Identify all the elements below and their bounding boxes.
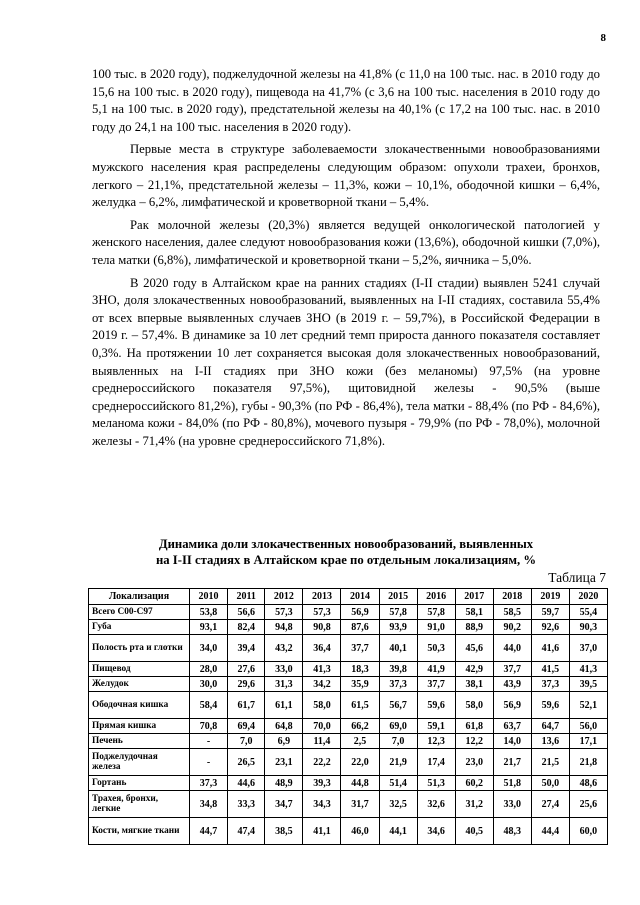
table-cell: 34,6 xyxy=(417,818,455,845)
column-header-year: 2016 xyxy=(417,589,455,605)
table-cell: 34,7 xyxy=(265,791,303,818)
column-header-year: 2012 xyxy=(265,589,303,605)
table-cell: 44,8 xyxy=(341,776,379,791)
table-cell: 56,6 xyxy=(228,605,265,620)
table-caption-line-1: Динамика доли злокачественных новообразований, выявленных xyxy=(158,537,534,551)
table-row xyxy=(89,818,608,845)
table-cell: 94,8 xyxy=(265,620,303,635)
table-cell: 37,3 xyxy=(190,776,228,791)
table-cell: 52,1 xyxy=(569,692,607,719)
table-cell: 18,3 xyxy=(341,662,379,677)
table-cell: 31,7 xyxy=(341,791,379,818)
row-label: Губа xyxy=(89,620,190,635)
body-text xyxy=(92,66,600,450)
table-cell: 56,9 xyxy=(493,692,531,719)
table-cell: 6,9 xyxy=(265,734,303,749)
column-header-localization: Локализация xyxy=(89,589,190,605)
table-cell: 58,1 xyxy=(455,605,493,620)
table-cell: 39,8 xyxy=(379,662,417,677)
table-cell: 35,9 xyxy=(341,677,379,692)
table-cell: 92,6 xyxy=(531,620,569,635)
table-cell: 57,3 xyxy=(265,605,303,620)
row-label: Кости, мягкие ткани xyxy=(89,818,190,845)
table-cell: 38,1 xyxy=(455,677,493,692)
table-cell: 43,9 xyxy=(493,677,531,692)
table-cell: 12,2 xyxy=(455,734,493,749)
table-cell: 11,4 xyxy=(303,734,341,749)
table-cell: 70,0 xyxy=(303,719,341,734)
table-cell: 90,3 xyxy=(569,620,607,635)
table-cell: 22,0 xyxy=(341,749,379,776)
table-cell: 56,9 xyxy=(341,605,379,620)
table-cell: 64,7 xyxy=(531,719,569,734)
table-row xyxy=(89,719,608,734)
table-cell: 61,1 xyxy=(265,692,303,719)
table-cell: 41,1 xyxy=(303,818,341,845)
row-label: Прямая кишка xyxy=(89,719,190,734)
table-cell: 30,0 xyxy=(190,677,228,692)
table-cell: 37,3 xyxy=(531,677,569,692)
table-cell: 36,4 xyxy=(303,635,341,662)
table-cell: 34,0 xyxy=(190,635,228,662)
table-cell: 46,0 xyxy=(341,818,379,845)
column-header-year: 2011 xyxy=(228,589,265,605)
table-cell: 58,4 xyxy=(190,692,228,719)
row-label: Всего С00-С97 xyxy=(89,605,190,620)
table-cell: 21,8 xyxy=(569,749,607,776)
table-cell: 69,4 xyxy=(228,719,265,734)
table-cell: 90,8 xyxy=(303,620,341,635)
table-cell: - xyxy=(190,749,228,776)
table-cell: 38,5 xyxy=(265,818,303,845)
table-cell: 17,4 xyxy=(417,749,455,776)
table-cell: 43,2 xyxy=(265,635,303,662)
column-header-year: 2013 xyxy=(303,589,341,605)
table-cell: 41,3 xyxy=(569,662,607,677)
row-label: Печень xyxy=(89,734,190,749)
table-cell: 21,7 xyxy=(493,749,531,776)
table-cell: 33,3 xyxy=(228,791,265,818)
column-header-year: 2010 xyxy=(190,589,228,605)
table-row xyxy=(89,692,608,719)
table-cell: 33,0 xyxy=(493,791,531,818)
table-cell: 56,0 xyxy=(569,719,607,734)
table-cell: 47,4 xyxy=(228,818,265,845)
table-cell: 88,9 xyxy=(455,620,493,635)
table-cell: 7,0 xyxy=(379,734,417,749)
table-cell: 34,2 xyxy=(303,677,341,692)
table-cell: 32,6 xyxy=(417,791,455,818)
table-cell: 59,6 xyxy=(531,692,569,719)
table-cell: 53,8 xyxy=(190,605,228,620)
table-cell: 42,9 xyxy=(455,662,493,677)
table-cell: 21,9 xyxy=(379,749,417,776)
table-row xyxy=(89,749,608,776)
table-cell: 87,6 xyxy=(341,620,379,635)
column-header-year: 2017 xyxy=(455,589,493,605)
table-cell: 22,2 xyxy=(303,749,341,776)
table-row xyxy=(89,662,608,677)
paragraph-male-structure: Первые места в структуре заболеваемости злокачественными новообразованиями мужского населения края распределены следующим образом: опухоли трахеи, бронхов, легкого – 21,1%, предстательной железы – 11,3%, кожи – 10,1%, ободочной кишки – 6,4%, желудка – 6,2%, лимфатической и кроветворной ткани – 5,4%. xyxy=(92,142,600,210)
table-row xyxy=(89,791,608,818)
column-header-year: 2020 xyxy=(569,589,607,605)
table-cell: 82,4 xyxy=(228,620,265,635)
table-cell: 26,5 xyxy=(228,749,265,776)
table-row xyxy=(89,734,608,749)
table-cell: 57,8 xyxy=(417,605,455,620)
table-cell: 64,8 xyxy=(265,719,303,734)
column-header-year: 2014 xyxy=(341,589,379,605)
table-header-row xyxy=(89,589,608,605)
table-cell: 44,4 xyxy=(531,818,569,845)
table-cell: 51,8 xyxy=(493,776,531,791)
table-cell: 40,5 xyxy=(455,818,493,845)
table-cell: 69,0 xyxy=(379,719,417,734)
table-cell: 39,5 xyxy=(569,677,607,692)
table-cell: 25,6 xyxy=(569,791,607,818)
table-cell: 56,7 xyxy=(379,692,417,719)
table-cell: 13,6 xyxy=(531,734,569,749)
row-label: Полость рта и глотки xyxy=(89,635,190,662)
table-cell: 37,7 xyxy=(417,677,455,692)
table-cell: 41,5 xyxy=(531,662,569,677)
table-cell: 57,3 xyxy=(303,605,341,620)
table-cell: 58,5 xyxy=(493,605,531,620)
table-cell: 31,3 xyxy=(265,677,303,692)
paragraph-continuation: 100 тыс. в 2020 году), поджелудочной железы на 41,8% (с 11,0 на 100 тыс. нас. в 2010 году до 15,6 на 100 тыс. в 2020 году), пищевода на 41,7% (с 3,6 на 100 тыс. населения в 2010 году до 5,1 на 100 тыс. в 2020 году), предстательной железы на 40,1% (с 17,2 на 100 тыс. нас. в 2010 году до 24,1 на 100 тыс. населения в 2020 году). xyxy=(92,67,600,134)
table-cell: 14,0 xyxy=(493,734,531,749)
table-cell: 45,6 xyxy=(455,635,493,662)
table-cell: 60,2 xyxy=(455,776,493,791)
row-label: Гортань xyxy=(89,776,190,791)
table-cell: 23,1 xyxy=(265,749,303,776)
data-table xyxy=(88,588,608,845)
table-cell: 23,0 xyxy=(455,749,493,776)
row-label: Ободочная кишка xyxy=(89,692,190,719)
table-caption-line-2: на I-II стадиях в Алтайском крае по отдельным локализациям, % xyxy=(155,552,537,567)
table-cell: 61,5 xyxy=(341,692,379,719)
table-cell: 61,8 xyxy=(455,719,493,734)
page-number: 8 xyxy=(600,32,606,44)
table-cell: 50,0 xyxy=(531,776,569,791)
paragraph-early-stage: В 2020 году в Алтайском крае на ранних стадиях (I-II стадии) выявлен 5241 случай ЗНО, доля злокачественных новообразований, выявленных на I-II стадиях, составила 55,4% от всех впервые выявленных случаев ЗНО (в 2019 г. – 59,7%), в Российской Федерации в 2019 г. – 57,4%. В динамике за 10 лет средний темп прироста данного показателя составляет 0,3%. На протяжении 10 лет сохраняется высокая доля злокачественных новообразований, выявленных на I-II стадиях при ЗНО кожи (без меланомы) 97,5% (на уровне среднероссийского показателя 97,5%), щитовидной железы - 90,5% (выше среднероссийского 81,2%), губы - 90,3% (по РФ - 86,4%), тела матки - 88,4% (по РФ - 84,6%), меланома кожи - 84,0% (по РФ - 80,8%), мочевого пузыря - 79,9% (по РФ - 78,0%), молочной железы - 71,4% (на уровне среднероссийского 71,8%). xyxy=(92,275,600,448)
table-row xyxy=(89,776,608,791)
table-cell: 44,1 xyxy=(379,818,417,845)
table-cell: - xyxy=(190,734,228,749)
table-cell: 41,9 xyxy=(417,662,455,677)
table-cell: 60,0 xyxy=(569,818,607,845)
table-cell: 55,4 xyxy=(569,605,607,620)
table-cell: 39,4 xyxy=(228,635,265,662)
table-cell: 61,7 xyxy=(228,692,265,719)
table-cell: 34,3 xyxy=(303,791,341,818)
table-cell: 90,2 xyxy=(493,620,531,635)
table-cell: 28,0 xyxy=(190,662,228,677)
table-cell: 34,8 xyxy=(190,791,228,818)
table-cell: 29,6 xyxy=(228,677,265,692)
table-cell: 17,1 xyxy=(569,734,607,749)
table-cell: 58,0 xyxy=(455,692,493,719)
table-row xyxy=(89,635,608,662)
table-cell: 58,0 xyxy=(303,692,341,719)
row-label: Пищевод xyxy=(89,662,190,677)
table-cell: 12,3 xyxy=(417,734,455,749)
table-cell: 48,9 xyxy=(265,776,303,791)
table-cell: 39,3 xyxy=(303,776,341,791)
table-cell: 93,9 xyxy=(379,620,417,635)
table-cell: 50,3 xyxy=(417,635,455,662)
table-cell: 37,7 xyxy=(493,662,531,677)
table-cell: 2,5 xyxy=(341,734,379,749)
table-cell: 7,0 xyxy=(228,734,265,749)
row-label: Трахея, бронхи, легкие xyxy=(89,791,190,818)
table-cell: 51,3 xyxy=(417,776,455,791)
table-label: Таблица 7 xyxy=(548,570,606,585)
column-header-year: 2019 xyxy=(531,589,569,605)
table-cell: 31,2 xyxy=(455,791,493,818)
column-header-year: 2018 xyxy=(493,589,531,605)
column-header-year: 2015 xyxy=(379,589,417,605)
table-cell: 32,5 xyxy=(379,791,417,818)
table-row xyxy=(89,620,608,635)
table-cell: 66,2 xyxy=(341,719,379,734)
table-cell: 27,6 xyxy=(228,662,265,677)
table-cell: 63,7 xyxy=(493,719,531,734)
table-cell: 59,7 xyxy=(531,605,569,620)
table-cell: 70,8 xyxy=(190,719,228,734)
table-cell: 44,6 xyxy=(228,776,265,791)
table-body xyxy=(89,605,608,845)
row-label: Поджелудочная железа xyxy=(89,749,190,776)
table-cell: 44,7 xyxy=(190,818,228,845)
table-row xyxy=(89,677,608,692)
table-cell: 41,6 xyxy=(531,635,569,662)
table-cell: 48,3 xyxy=(493,818,531,845)
table-cell: 59,6 xyxy=(417,692,455,719)
row-label: Желудок xyxy=(89,677,190,692)
table-cell: 37,3 xyxy=(379,677,417,692)
table-cell: 91,0 xyxy=(417,620,455,635)
table-cell: 44,0 xyxy=(493,635,531,662)
table-cell: 37,0 xyxy=(569,635,607,662)
table-cell: 48,6 xyxy=(569,776,607,791)
table-cell: 40,1 xyxy=(379,635,417,662)
table-row xyxy=(89,605,608,620)
table-cell: 57,8 xyxy=(379,605,417,620)
table-caption xyxy=(92,537,600,568)
table-cell: 27,4 xyxy=(531,791,569,818)
table-cell: 51,4 xyxy=(379,776,417,791)
paragraph-female-structure: Рак молочной железы (20,3%) является ведущей онкологической патологией у женского населения, далее следуют новообразования кожи (13,6%), ободочной кишки (7,0%), тела матки (6,8%), лимфатической и кроветворной ткани – 5,2%, яичника – 5,0%. xyxy=(92,217,600,267)
table-cell: 59,1 xyxy=(417,719,455,734)
table-cell: 33,0 xyxy=(265,662,303,677)
table-cell: 21,5 xyxy=(531,749,569,776)
table-cell: 37,7 xyxy=(341,635,379,662)
table-cell: 93,1 xyxy=(190,620,228,635)
table-cell: 41,3 xyxy=(303,662,341,677)
